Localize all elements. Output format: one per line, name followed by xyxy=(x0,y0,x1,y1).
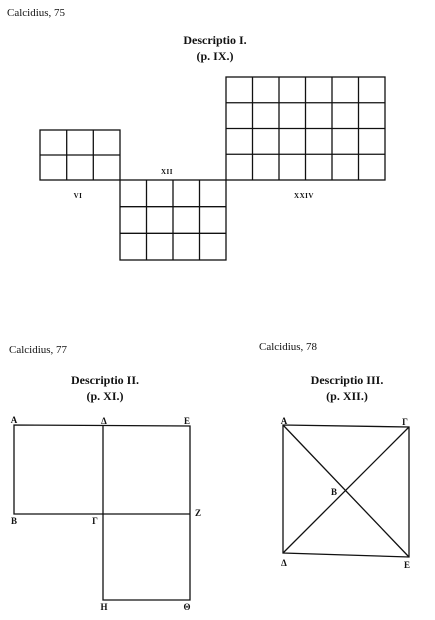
grid-block-xii xyxy=(120,180,226,260)
source-citation-2: Calcidius, 77 xyxy=(9,344,68,356)
point-delta3-label: Δ xyxy=(281,558,287,568)
point-gamma-label: Γ xyxy=(92,516,98,526)
point-z-label: Ζ xyxy=(194,508,202,518)
figure-2-title: Descriptio II. xyxy=(71,373,139,387)
figure-1-page: (p. IX.) xyxy=(196,49,234,63)
figure-3-page: (p. XII.) xyxy=(326,389,368,403)
figure-2-page: (p. XI.) xyxy=(86,389,124,403)
figure-3-title: Descriptio III. xyxy=(310,373,384,387)
point-theta-label: Θ xyxy=(183,602,191,612)
grid-block-vi xyxy=(40,130,120,180)
point-gamma3-label: Γ xyxy=(402,417,408,427)
grid-block-xxiv xyxy=(226,77,385,180)
point-eta-label: Η xyxy=(100,602,108,612)
source-citation-1: Calcidius, 75 xyxy=(7,7,66,19)
label-xxiv: XXIV xyxy=(294,192,314,200)
figure-1-title: Descriptio I. xyxy=(183,33,247,47)
label-xii: XII xyxy=(160,168,174,176)
point-delta-label: Δ xyxy=(101,416,107,426)
label-vi: VI xyxy=(73,192,83,200)
point-b-label: Β xyxy=(10,516,18,526)
point-a-label: Α xyxy=(10,415,18,425)
point-b3-label: Β xyxy=(330,487,338,497)
point-e3-label: Ε xyxy=(403,560,411,570)
point-a3-label: Α xyxy=(280,416,288,426)
figure-2-lines xyxy=(14,425,190,600)
point-e-label: Ε xyxy=(183,416,191,426)
source-citation-3: Calcidius, 78 xyxy=(259,341,318,353)
figure-3-lines xyxy=(283,425,409,557)
